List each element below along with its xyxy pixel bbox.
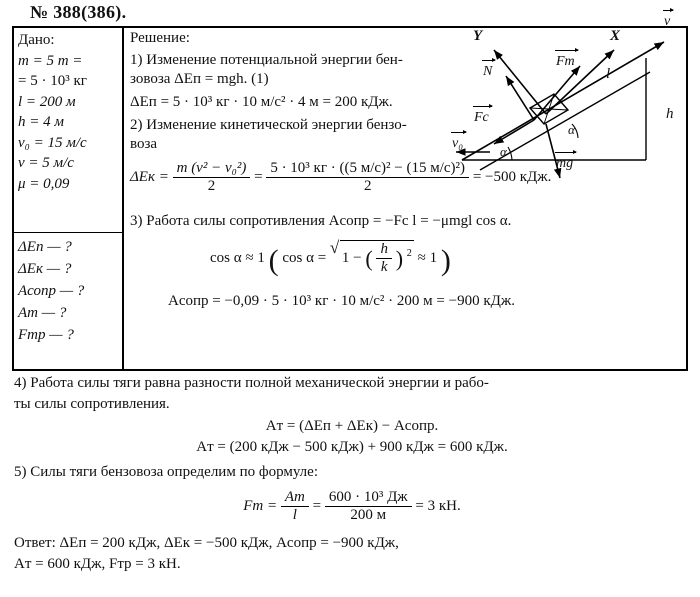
step2-fraction-1 <box>173 160 251 196</box>
label-x-axis: X <box>610 28 621 44</box>
step3-title: 3) Работа силы сопротивления Aсопр = −Fc l = −μmgl cos α. <box>130 213 512 229</box>
step2-title: 2) Изменение кинетической энергии бензо- <box>130 117 407 133</box>
step3-cos-inner-lead: cos α = <box>282 250 327 267</box>
step5-line1: 5) Силы тяги бензовоза определим по формуле: <box>14 464 318 480</box>
step5-frac1-denominator: l <box>292 506 297 523</box>
open-paren: ( <box>268 244 279 278</box>
given-header: Дано: <box>18 32 55 48</box>
v0-vector-text: v₀ <box>452 136 464 151</box>
label-v-vector <box>664 14 670 30</box>
label-n-vector <box>483 64 492 80</box>
label-angle-1: α <box>500 144 507 159</box>
sqrt-expression <box>330 240 414 277</box>
find-row-0: ΔEп — ? <box>18 239 72 255</box>
step3-cos-inner-tail: ≈ 1 <box>417 250 438 267</box>
inner-open-paren: ( <box>365 246 373 272</box>
find-row-1: ΔEк — ? <box>18 261 72 277</box>
step4-equation-2: Aт = (200 кДж − 500 кДж) + 900 кДж = 600 кДж. <box>196 438 508 455</box>
step5-fraction-2 <box>325 489 412 525</box>
given-row-1: = 5 · 10³ кг <box>18 73 87 89</box>
label-length: l <box>606 66 611 82</box>
hk-denominator: k <box>380 259 388 276</box>
step3-rad-lead: 1 − <box>341 250 362 267</box>
label-fc-vector <box>474 110 489 126</box>
v-vector-text: v <box>664 14 671 29</box>
label-mg-vector <box>556 156 573 172</box>
label-y-axis: Y <box>473 28 483 44</box>
step5-frac2-numerator: 600 · 10³ Дж <box>325 489 412 507</box>
step2-eq-lead: ΔEк = <box>130 169 169 186</box>
h-over-k-fraction <box>376 241 392 277</box>
find-block <box>18 236 126 346</box>
solution-header: Решение: <box>130 30 190 46</box>
step4-line1: 4) Работа силы тяги равна разности полной механической энергии и рабо- <box>14 375 489 391</box>
step2-title2: воза <box>130 136 158 152</box>
step5-equation <box>14 489 690 525</box>
equals-sign-2: = <box>312 497 322 514</box>
resistance-force-arrow <box>494 120 534 144</box>
force-diagram <box>450 14 688 188</box>
sqrt-radicand <box>340 240 414 277</box>
lower-solution <box>14 374 690 575</box>
y-axis-arrow <box>494 50 546 114</box>
given-row-4: v₀ = 15 м/с <box>18 134 87 151</box>
find-row-3: Aт — ? <box>18 305 67 321</box>
step3-cos-main: cos α ≈ 1 <box>210 250 265 267</box>
step1-title2: зовоза ΔEп = mgh. (1) <box>130 71 269 87</box>
label-v0-vector <box>452 136 463 152</box>
step4-equation-1: Aт = (ΔEп + ΔEк) − Aсопр. <box>265 418 439 434</box>
step1-equation: ΔEп = 5 · 10³ кг · 10 м/с² · 4 м = 200 кДж. <box>130 94 393 110</box>
step2-result: = −500 кДж. <box>472 169 552 186</box>
fc-vector-text: Fс <box>474 110 489 125</box>
given-divider <box>12 232 124 233</box>
given-block <box>18 30 126 194</box>
step2-frac1-denominator: 2 <box>207 178 216 195</box>
square-exponent: 2 <box>406 248 412 260</box>
step5-fraction-1 <box>281 489 309 525</box>
given-row-2: l = 200 м <box>18 93 76 110</box>
ft-vector-text: Fт <box>556 54 575 69</box>
step2-frac1-numerator: m (v² − v₀²) <box>173 160 251 178</box>
label-ft-vector <box>556 54 575 70</box>
step5-frac2-denominator: 200 м <box>350 506 387 523</box>
step3-cos-line <box>210 240 630 277</box>
step5-eq-lead: Fт = <box>243 497 278 514</box>
hk-numerator: h <box>376 241 392 259</box>
find-row-2: Aсопр — ? <box>18 283 85 299</box>
step2-fraction-2 <box>266 160 469 196</box>
answer-line-1: Ответ: ΔEп = 200 кДж, ΔEк = −500 кДж, Aсопр = −900 кДж, <box>14 535 399 551</box>
step4-line2: ты силы сопротивления. <box>14 395 170 412</box>
given-row-3: h = 4 м <box>18 114 64 130</box>
answer-line-2: Aт = 600 кДж, Fтр = 3 кН. <box>14 555 181 572</box>
step5-frac1-numerator: Aт <box>281 489 309 507</box>
given-row-5: v = 5 м/с <box>18 155 74 171</box>
step2-frac2-numerator: 5 · 10³ кг · ((5 м/с)² − (15 м/с)²) <box>266 160 469 178</box>
given-row-0: m = 5 т = <box>18 52 83 69</box>
label-height: h <box>666 106 674 122</box>
given-row-6: μ = 0,09 <box>18 175 70 192</box>
close-paren: ) <box>440 244 451 278</box>
step1-title: 1) Изменение потенциальной энергии бен- <box>130 52 403 68</box>
mg-vector-text: mg <box>556 156 574 171</box>
page-title: № 388(386). <box>30 2 127 22</box>
step5-eq-tail: = 3 кН. <box>415 497 461 514</box>
find-row-4: Fтр — ? <box>18 327 74 343</box>
traction-force-arrow <box>534 66 580 120</box>
label-angle-2: α <box>568 122 575 137</box>
n-vector-text: N <box>483 64 493 79</box>
inner-close-paren: ) <box>395 246 404 272</box>
equals-sign-1: = <box>254 169 263 186</box>
step2-frac2-denominator: 2 <box>363 178 372 195</box>
step3-equation: Aсопр = −0,09 · 5 · 10³ кг · 10 м/с² · 200 м = −900 кДж. <box>168 293 515 309</box>
